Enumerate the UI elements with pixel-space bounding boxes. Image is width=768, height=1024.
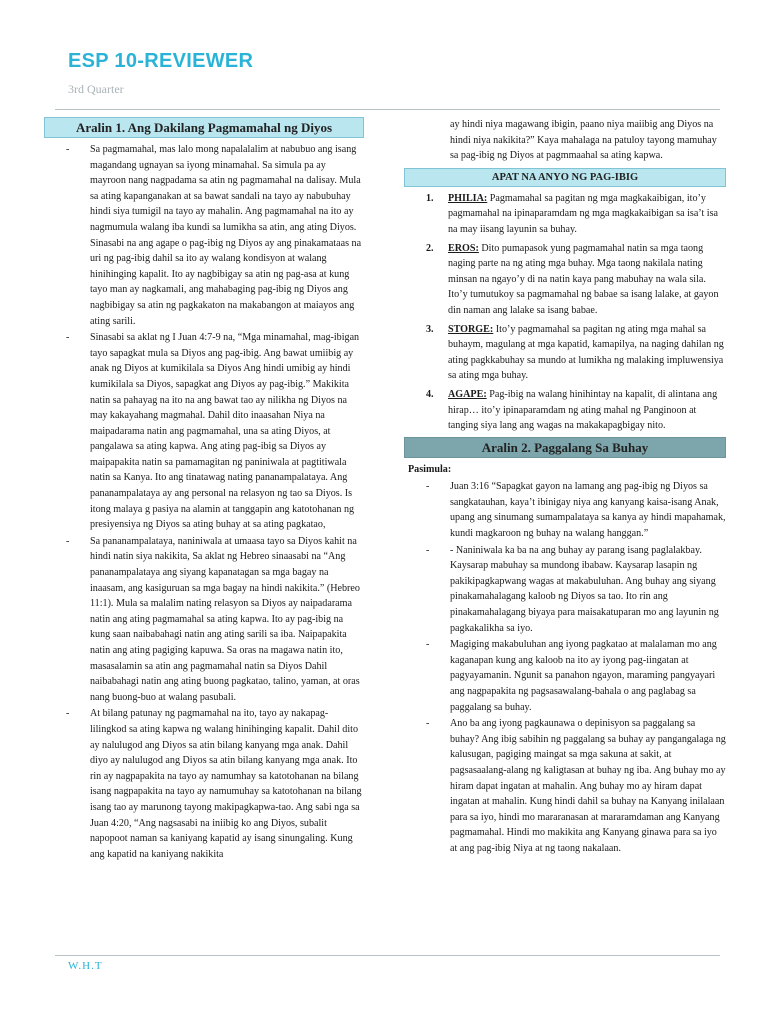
list-item: - Juan 3:16 “Sapagkat gayon na lamang ang pag-ibig ng Diyos sa sangkatauhan, kaya’t ibinigay niya ang kanyang kaisa-isang Anak, upang ang sinumang sumampalataya sa kanya ay hindi mapahamak, kundi magkaroon ng buhay na walang hanggan.” bbox=[404, 479, 726, 541]
lesson2-heading: Aralin 2. Paggalang Sa Buhay bbox=[404, 437, 726, 458]
item-number: 2. bbox=[426, 242, 434, 254]
left-column bbox=[44, 117, 364, 863]
list-item: - Ano ba ang iyong pagkaunawa o depinisyon sa paggalang sa buhay? Ang ibig sabihin ng paggalang sa buhay ay pangangalaga ng kalusugan, pagiging maingat sa mga sakuna at sakit, at pagsasaalang-alang ng kaligtasan at buhay ng iba. Ang buhay mo ay hiram dapat ingatan at mahalin. Ang buhay mo ay hiram dapat ingatan at mahalin. Kung hindi dahil sa buhay na Kanyang inilalaan para sa iyo, hindi mo mararanasan at mararamdaman ang Kanyang pagmamahal. Hindi mo makikita ang Kanyang ginawa para sa iyo at ang pag-ibig Niya at ng taong nakalaan. bbox=[404, 716, 726, 856]
term-label: PHILIA: bbox=[448, 192, 488, 204]
bottom-divider bbox=[55, 955, 720, 956]
term-text: Dito pumapasok yung pagmamahal natin sa mga taong naging parte na ng ating mga buhay. Mga taong nakilala nating minsan na ngayo’y di na natin kaya pang mabuhay na wala sila. Ito’y tumutukoy sa pagmamahal ng babae sa isang lalake, at gayon din naman ang lalake sa isang babae. bbox=[448, 242, 719, 316]
term-label: AGAPE: bbox=[448, 388, 487, 400]
item-number: 4. bbox=[426, 388, 434, 400]
forms-list bbox=[404, 191, 726, 434]
doc-title: ESP 10-REVIEWER bbox=[68, 50, 254, 72]
term-text: Pag-ibig na walang hinihintay na kapalit, di alintana ang hirap… ito’y ipinaparamdam ng ating mahal ng Panginoon at tanging siya lang ang wagas na makakapagbigay nito. bbox=[448, 388, 718, 432]
list-item: - - Naniniwala ka ba na ang buhay ay parang isang paglalakbay. Kaysarap mabuhay sa mundong ibabaw. Kaysarap lasapin ng pakikipagkapwang wagas at makabuluhan. Ang buhay ang siyang pinakamahalagang kaloob ng Diyos sa tao. Ito rin ang pinakamahalagang biyaya para maisakatuparan mo ang layunin ng pagkakalikha sa iyo. bbox=[404, 543, 726, 637]
term-text: Pagmamahal sa pagitan ng mga magkakaibigan, ito’y pagmamahal na ipinaparamdam ng mga magkakaibigan sa isa’t isa na may iisang layunin sa buhay. bbox=[448, 192, 719, 235]
lesson2-list bbox=[404, 479, 726, 856]
list-item bbox=[404, 241, 726, 319]
list-item bbox=[404, 387, 726, 434]
list-item bbox=[404, 322, 726, 384]
list-item bbox=[404, 191, 726, 238]
list-item: - Sa pananampalataya, naniniwala at umaasa tayo sa Diyos kahit na hindi natin siya nakikita, Sa aklat ng Hebreo sinaasabi na “Ang pananampalataya ang siyang kapanatagan sa mga bagay na inaasam, ang kasiguruan sa mga bagay na hindi nakikita.” (Hebreo 11:1). Mula sa malalim nating relasyon sa Diyos ay naipadarama natin ang ating pagmamahal sa ating kapwa. Ito ay pag-ibig na kung saan naibabahagi natin ang ating sarili sa iba. Naipapakita natin ang ating pagiging kapuwa. Sa oras na magawa natin ito, masasalamin sa atin ang pagmamahal natin sa Diyos Dahil naibabahagi natin ang ating buong pagkatao, talino, yaman, at oras nang buong-buo at walang pasubali. bbox=[44, 534, 364, 706]
list-item: - Sa pagmamahal, mas lalo mong napalalalim at nabubuo ang isang magandang ugnayan sa iyong minamahal. Sa simula pa ay mayroon nang nagpadama sa atin ng pagmamahal na dalisay. Mula sa ating kapanganakan at sa bawat sandali na tayo ay nabubuhay hindi siya tumigil na tayo ay mahalin. Ang pagmamahal na ito ay nagmumula walang iba kundi sa lumikha sa atin, ang ating Diyos. Sinasabi na ang agape o pag-ibig ng Diyos ay ang pinakamataas na uri ng pag-ibig dahil sa ito ay walang kondisyon at walang hinihinging kapalit. Ito ay nagbibigay sa atin ng pag-asa at kung tayo man ay nagkamali, ang mahabaging pag-ibig ng Diyos ang nagbibigay sa atin ng pagkakaton na makabangon at maiayos ang ating sarili. bbox=[44, 142, 364, 329]
term-text: Ito’y pagmamahal sa pagitan ng ating mga mahal sa buhaym, magulang at mga kapatid, kamapilya, na naging dahilan ng ating pagkkabuhay sa mundo at lumikha ng malaking impluwensiya sa ating mga buhay. bbox=[448, 323, 724, 382]
list-item: - Magiging makabuluhan ang iyong pagkatao at malalaman mo ang kaganapan kung ang kaloob na ito ay iyong pag-iingatan at pagyayamanin. Ngunit sa panahon ngayon, maraming pangyayari ang nagpapakita ng pagsasawalang-bahala o ang paglabag sa paggalang sa buhay. bbox=[404, 637, 726, 715]
lesson1-continuation: ay hindi niya magawang ibigin, paano niya maiibig ang Diyos na hindi niya nakikita?” Kaya mahalaga na patuloy tayong mamuhay sa pag-ibig ng Diyos at pagmmaahal sa ating kapwa. bbox=[450, 119, 717, 162]
top-divider bbox=[55, 109, 720, 110]
term-label: STORGE: bbox=[448, 323, 494, 335]
footer-initials: W.H.T bbox=[68, 960, 103, 972]
item-number: 1. bbox=[426, 192, 434, 204]
intro-label: Pasimula: bbox=[408, 463, 452, 475]
doc-subtitle: 3rd Quarter bbox=[68, 82, 124, 96]
lesson1-list bbox=[44, 142, 364, 862]
item-number: 3. bbox=[426, 323, 434, 335]
list-item: - Sinasabi sa aklat ng I Juan 4:7-9 na, “Mga minamahal, mag-ibigan tayo sapagkat mula sa Diyos ang pag-ibig. Ang bawat umiibig ay anak ng Diyos at kumikilala sa Diyos Ang hindi umibig ay hindi kumikilala sa Diyos, sapagkat ang Diyos ay pag-ibig.” Makikita natin sa pahayag na ito na ang bawat tao ay nilikha ng Diyos na may kakayahang magmahal. Dahil dito inaasahan Niya na maipadarama natin ang pagmamahal, una sa ating Diyos, at pangalawa sa ating kapwa. Ang ating pag-ibig sa Diyos ay maipapakita natin sa pamamagitan ng paniniwala at pagtitiwala natin sa Kanya. Ito ang tinatawag nating pananampalataya. Ang pananampalataya ay ang personal na relasyon ng tao sa Diyos. Is itong malaya g pasiya na alamin at tanggapin ang katotohanan ng presiyensiya ng Diyos sa ating buhay at sa ating pagkatao, bbox=[44, 330, 364, 533]
list-item: - At bilang patunay ng pagmamahal na ito, tayo ay nakapag-lilingkod sa ating kapwa ng walang hinihinging kapalit. Dahil dito ay nalulugod ang Diyos sa atin bilang kanyang mga anak. Dahil diyo ay nalulugod ang Diyos sa atin bilang kanyang mga anak. Ito rin ay nagpapakita na tayo ay namumhay sa katotohanan na bilang isang nagpapakita na tayo ay namumuhay sa katotohanan na bilang isang tao ay marunong tayong makipagkapwa-tao. Ang sabi nga sa Juan 4:20, “Ang nagsasabi na iniibig ko ang Diyos, subalit napopoot naman sa kaniyang kapatid ay isang sinungaling. Kung ang kapatid na kaniyang nakikita bbox=[44, 706, 364, 862]
forms-heading: APAT NA ANYO NG PAG-IBIG bbox=[404, 168, 726, 187]
lesson1-heading: Aralin 1. Ang Dakilang Pagmamahal ng Diyos bbox=[44, 117, 364, 138]
term-label: EROS: bbox=[448, 242, 479, 254]
right-column bbox=[404, 117, 726, 858]
